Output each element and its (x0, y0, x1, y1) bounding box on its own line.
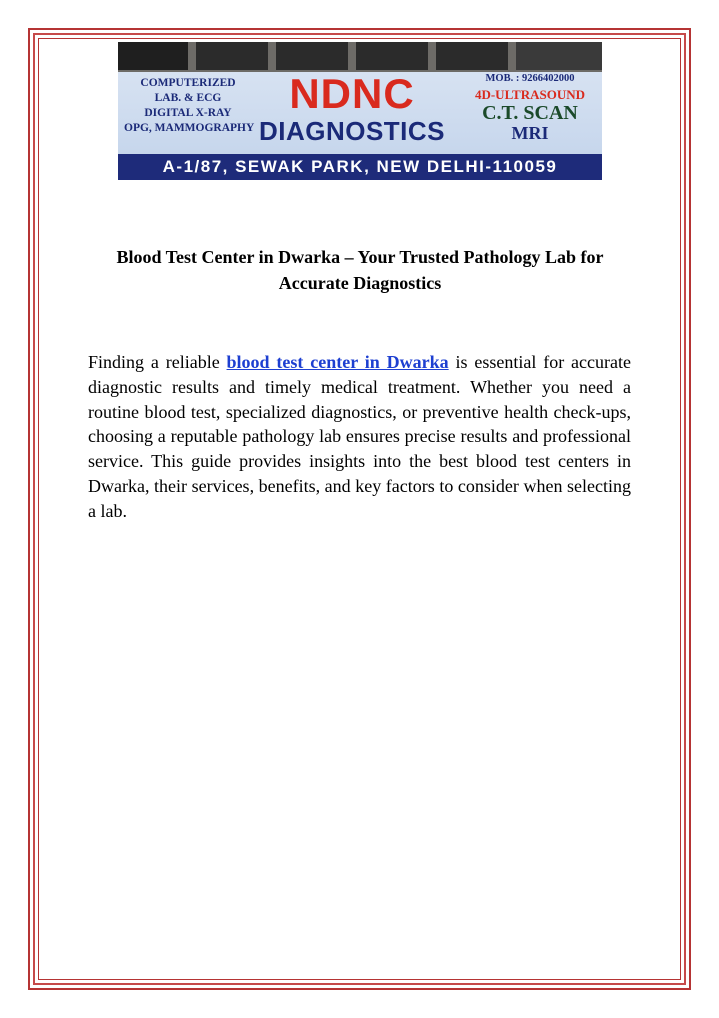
ct-scan-label: C.T. SCAN (482, 102, 578, 124)
mri-label: MRI (511, 123, 549, 143)
address-strip: A-1/87, SEWAK PARK, NEW DELHI-110059 (118, 154, 602, 180)
intro-text-end: is essential for accurate diagnostic results and timely medical treatment. Whether you need a routine blood test, specialized diagnostics, or preventive health check-ups, choosing a reputable pathology lab ensures precise results and professional service. This guide provides insights into the best blood test centers in Dwarka, their services, benefits, and key factors to consider when selecting a lab. (88, 352, 631, 521)
service-line: OPG, MAMMOGRAPHY (124, 122, 255, 134)
window-pane (118, 42, 188, 70)
signboard (118, 72, 602, 156)
window-pane (516, 42, 602, 70)
window-pane (436, 42, 508, 70)
window-pane (276, 42, 348, 70)
window-pane (196, 42, 268, 70)
service-line: COMPUTERIZED (140, 77, 236, 89)
clinic-signboard-photo (118, 42, 602, 180)
brand-subtitle: DIAGNOSTICS (258, 116, 446, 146)
contact-and-scans (460, 72, 600, 143)
service-line: LAB. & ECG (154, 92, 222, 104)
services-list (124, 76, 255, 136)
service-line: DIGITAL X-RAY (144, 107, 232, 119)
mobile-number: MOB. : 9266402000 (485, 73, 575, 84)
intro-paragraph (88, 350, 631, 524)
intro-text-start: Finding a reliable (88, 352, 227, 372)
ultrasound-label: 4D-ULTRASOUND (474, 87, 586, 102)
window-pane (356, 42, 428, 70)
blood-test-center-link[interactable]: blood test center in Dwarka (226, 352, 449, 372)
article-title: Blood Test Center in Dwarka – Your Trusted Pathology Lab for Accurate Diagnostics (116, 247, 604, 293)
brand-name: NDNC (289, 70, 415, 117)
